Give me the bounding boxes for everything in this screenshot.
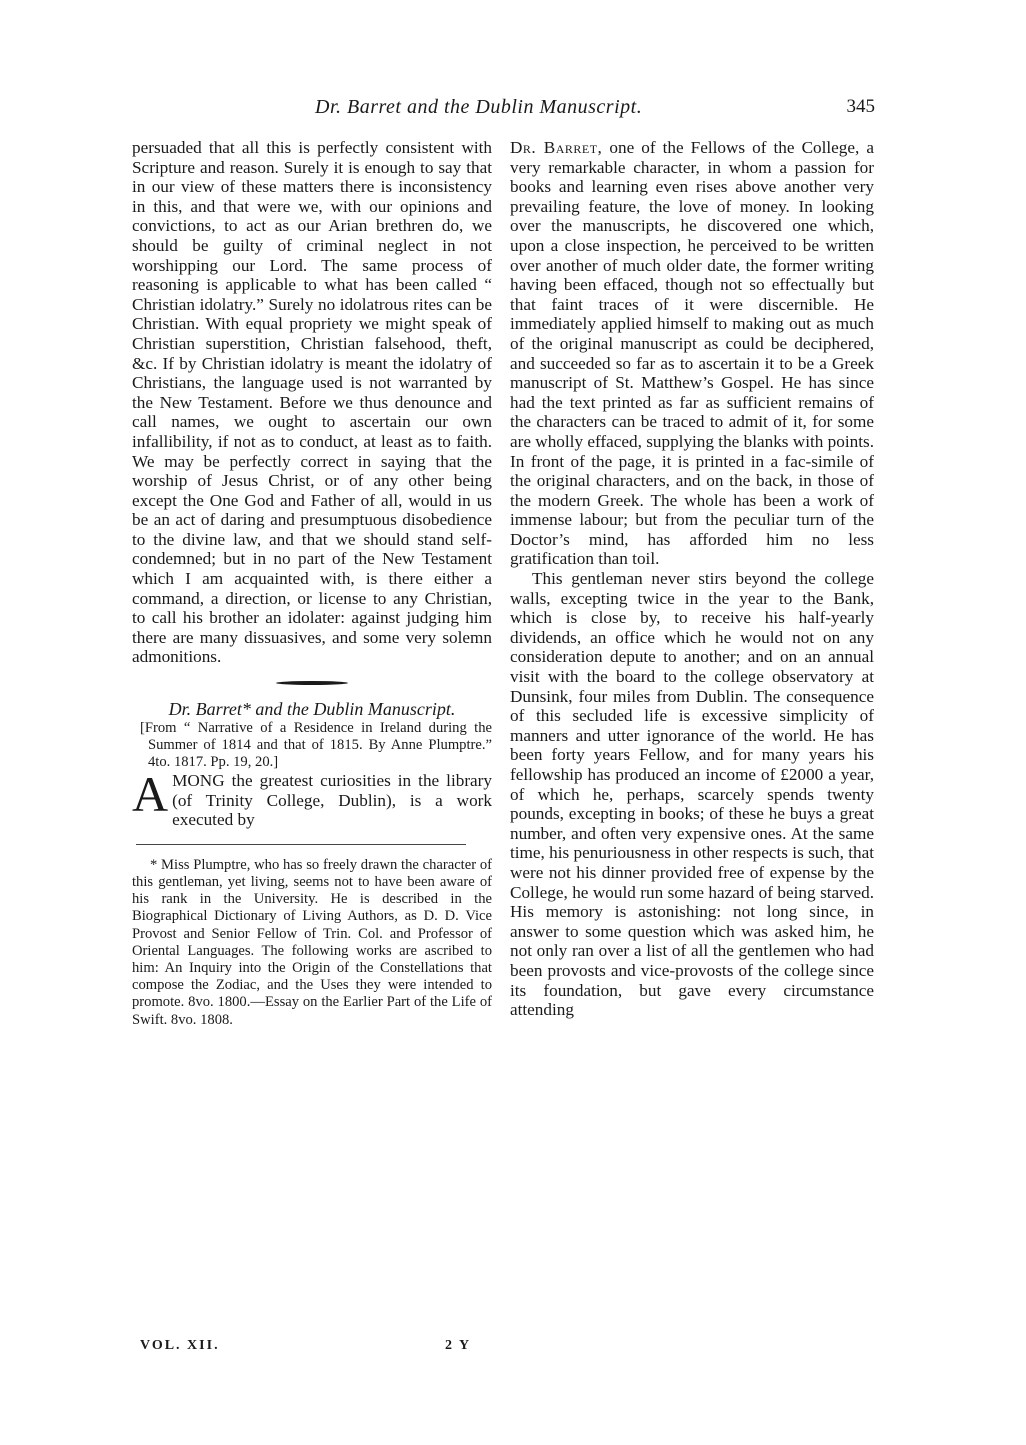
right-column: [510, 138, 874, 1020]
page-footer: [140, 1338, 490, 1358]
page-number: 345: [846, 96, 875, 117]
footnote: * Miss Plumptre, who has so freely drawn the character of this gentleman, yet living, seems not to have been aware of his rank in the University. He is described in the Biographical Dictionary of Living Authors, as D. D. Vice Provost and Senior Fellow of Trin. Col. and Professor of Oriental Languages. The following works are ascribed to him: An Inquiry into the Origin of the Constellations that compose the Zodiac, and the Uses they were intended to promote. 8vo. 1800.—Essay on the Earlier Part of the Life of Swift. 8vo. 1808.: [132, 856, 492, 1028]
lead-name: Dr. Barret,: [510, 138, 603, 157]
body-paragraph: persuaded that all this is perfectly consistent with Scripture and reason. Surely it is enough to say that in our view of these matters there is inconsistency in this, and that were we, with our opinions and convictions, to act as our Arian brethren do, we should be guilty of criminal neglect in not worshipping our Lord. The same process of reasoning is applicable to what has been called “ Christian idolatry.” Surely no idolatrous rites can be Christian. With equal propriety we might speak of Christian superstition, Christian falsehood, theft, &c. If by Christian idolatry is meant the idolatry of Christians, the language used is not warranted by the New Testament. Before we thus denounce and call names, we ought to ascertain our own infallibility, if not as to conduct, at least as to faith. We may be perfectly correct in saying that the worship of Jesus Christ, or of any other being except the One God and Father of all, would in us be an act of daring and presumptuous disobedience to the divine law, and that we should stand self-condemned; but in no part of the New Testament which I am acquainted with, is there either a command, a direction, or license to any Christian, to call his brother an idolater: against judging him there are many dissuasives, and some very solemn admonitions.: [132, 138, 492, 667]
article-intro: [132, 766, 492, 830]
footnote-rule: [136, 844, 466, 845]
body-paragraph: [510, 138, 874, 569]
running-title: Dr. Barret and the Dublin Manuscript.: [315, 96, 643, 118]
intro-text: MONG the greatest curiosities in the library (of Trinity College, Dublin), is a work executed by: [172, 771, 492, 830]
source-citation: [From “ Narrative of a Residence in Ireland during the Summer of 1814 and that of 1815. By Anne Plumptre.” 4to. 1817. Pp. 19, 20.]: [140, 720, 492, 771]
body-paragraph: This gentleman never stirs beyond the college walls, excepting twice in the year to the Bank, which is close by, to receive his half-yearly dividends, an office which he would not on any consideration depute to another; and on an annual visit with the board to the college observatory at Dunsink, four miles from Dublin. The consequence of this secluded life is excessive simplicity of manners and utter ignorance of the world. He has been forty years Fellow, and for many years his fellowship has produced an income of £2000 a year, of which he, perhaps, scarcely spends twenty pounds, excepting in books; of these he buys a great number, and often very expensive ones. At the same time, his penuriousness in other respects is such, that were not his dinner provided free of expense by the College, he would run some hazard of being starved. His memory is astonishing: not long since, in answer to some question which was asked him, he not only ran over a list of all the gentlemen who had been provosts and vice-provosts of the college since its foundation, but gave every circumstance attending: [510, 569, 874, 1020]
signature-mark: 2 Y: [445, 1338, 472, 1353]
volume-mark: VOL. XII.: [140, 1338, 220, 1353]
paragraph-text: one of the Fellows of the College, a very remarkable character, in whom a passion for books and learning even rises above another very prevailing feature, the love of money. In looking over the manuscripts, he discovered one which, upon a close inspection, he perceived to be written over another of much older date, the former writing having been effaced, though not so effectually but that faint traces of it were discernible. He immediately applied himself to making out as much of the original manuscript as could be deciphered, and succeeded so far as to ascertain it to be a Greek manuscript of St. Matthew’s Gospel. He has since had the text printed as far as sufficient remains of the characters can be traced to admit of it, for some are wholly effaced, supplying the blanks with points. In front of the page, it is printed in a fac-simile of the original characters, and on the back, in those of the modern Greek. The whole has been a work of immense labour; but from the peculiar turn of the Doctor’s mind, has afforded him no less gratification than toil.: [510, 138, 874, 569]
left-column: [132, 138, 492, 1029]
drop-cap: A: [132, 766, 169, 823]
page-header: [135, 96, 875, 126]
ornamental-divider: [276, 681, 348, 685]
article-title: Dr. Barret* and the Dublin Manuscript.: [168, 699, 456, 720]
